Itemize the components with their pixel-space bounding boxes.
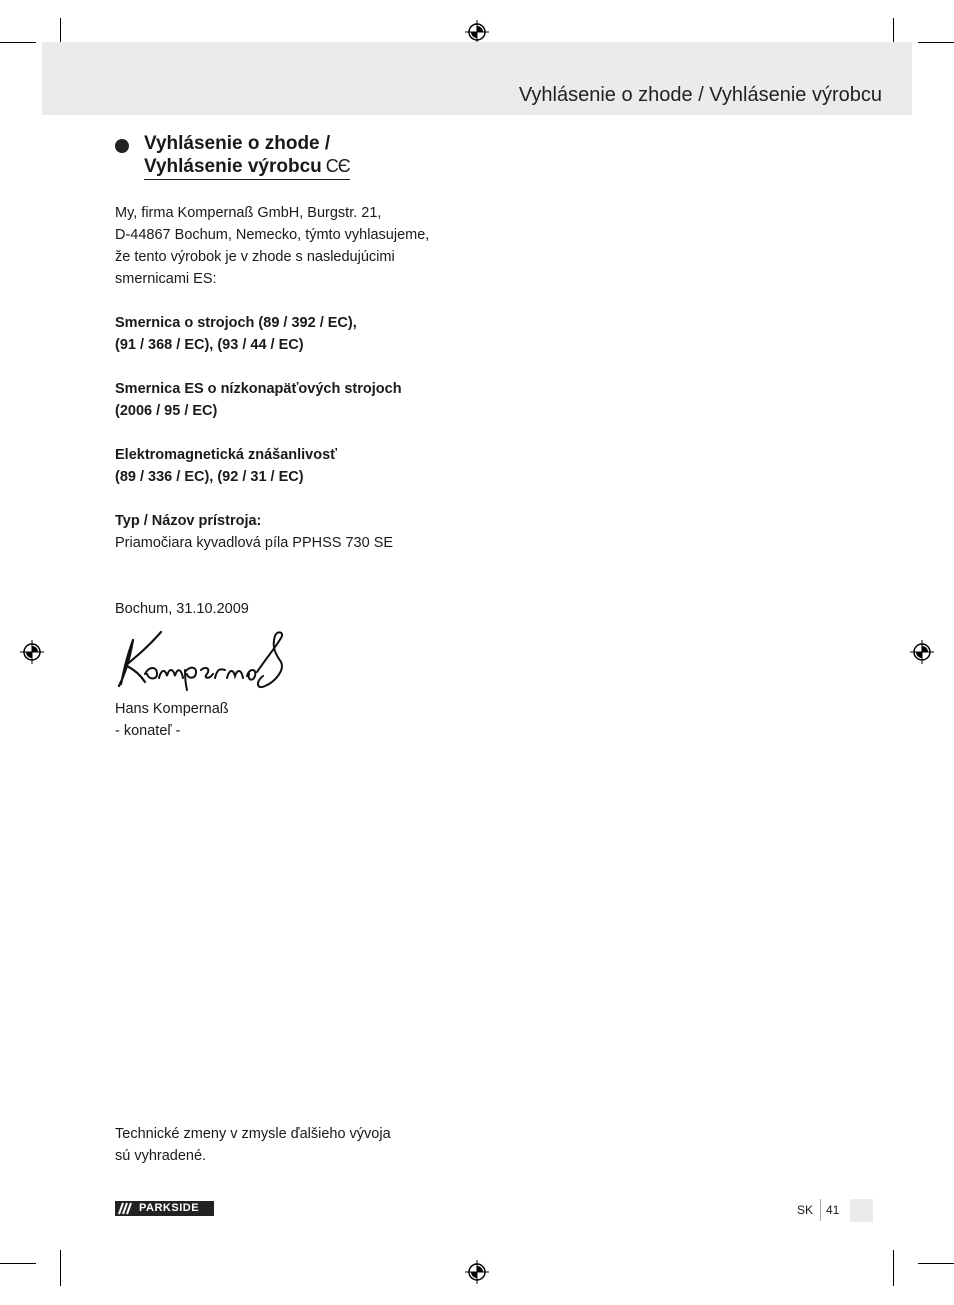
registration-mark-icon bbox=[464, 1259, 490, 1285]
registration-mark-icon bbox=[909, 639, 935, 665]
technical-changes-note: Technické zmeny v zmysle ďalšieho vývoja sú vyhradené. bbox=[115, 1126, 391, 1164]
section-title-line: Vyhlásenie výrobcu CЄ bbox=[144, 156, 350, 177]
place-date: Bochum, 31.10.2009 bbox=[115, 601, 249, 617]
footer-tab bbox=[850, 1199, 873, 1222]
device-type-value: Priamočiara kyvadlová píla PPHSS 730 SE bbox=[115, 535, 394, 551]
page-title: Vyhlásenie o zhode / Vyhlásenie výrobcu bbox=[518, 84, 882, 106]
signer-name: Hans Kompernaß bbox=[115, 701, 229, 717]
registration-mark-icon bbox=[19, 639, 45, 665]
parkside-logo bbox=[115, 1201, 214, 1216]
ce-mark: CЄ bbox=[325, 156, 350, 176]
brand-name: PARKSIDE bbox=[139, 1202, 200, 1214]
signer-block bbox=[115, 698, 475, 742]
directive-low-voltage: Smernica ES o nízkonapäťových strojoch (2006 / 95 / EC) bbox=[115, 381, 402, 419]
device-type-label: Typ / Názov prístroja: bbox=[115, 513, 262, 529]
logo-stripes-icon bbox=[115, 1201, 135, 1216]
crop-mark bbox=[918, 1263, 954, 1264]
crop-mark bbox=[0, 42, 36, 43]
declaration-content bbox=[115, 133, 475, 764]
crop-mark bbox=[918, 42, 954, 43]
crop-mark bbox=[893, 1250, 894, 1286]
directive-machinery: Smernica o strojoch (89 / 392 / EC), (91 / 368 / EC), (93 / 44 / EC) bbox=[115, 315, 357, 353]
page-number: 41 bbox=[826, 1203, 840, 1217]
section-heading bbox=[115, 133, 475, 180]
footer-divider bbox=[820, 1199, 821, 1221]
signer-role: - konateľ - bbox=[115, 723, 181, 739]
language-code: SK bbox=[797, 1203, 814, 1217]
crop-mark bbox=[0, 1263, 36, 1264]
signature-image bbox=[115, 626, 287, 692]
section-title bbox=[144, 133, 350, 180]
device-type bbox=[115, 510, 475, 554]
section-title-line: Vyhlásenie o zhode / bbox=[144, 133, 331, 154]
bullet-icon bbox=[115, 139, 129, 153]
directive-emc: Elektromagnetická znášanlivosť (89 / 336 / EC), (92 / 31 / EC) bbox=[115, 447, 338, 485]
crop-mark bbox=[60, 1250, 61, 1286]
intro-paragraph: My, firma Kompernaß GmbH, Burgstr. 21, D-44867 Bochum, Nemecko, týmto vyhlasujeme, že tento výrobok je v zhode s nasledujúcimi smernicami ES: bbox=[115, 205, 430, 287]
